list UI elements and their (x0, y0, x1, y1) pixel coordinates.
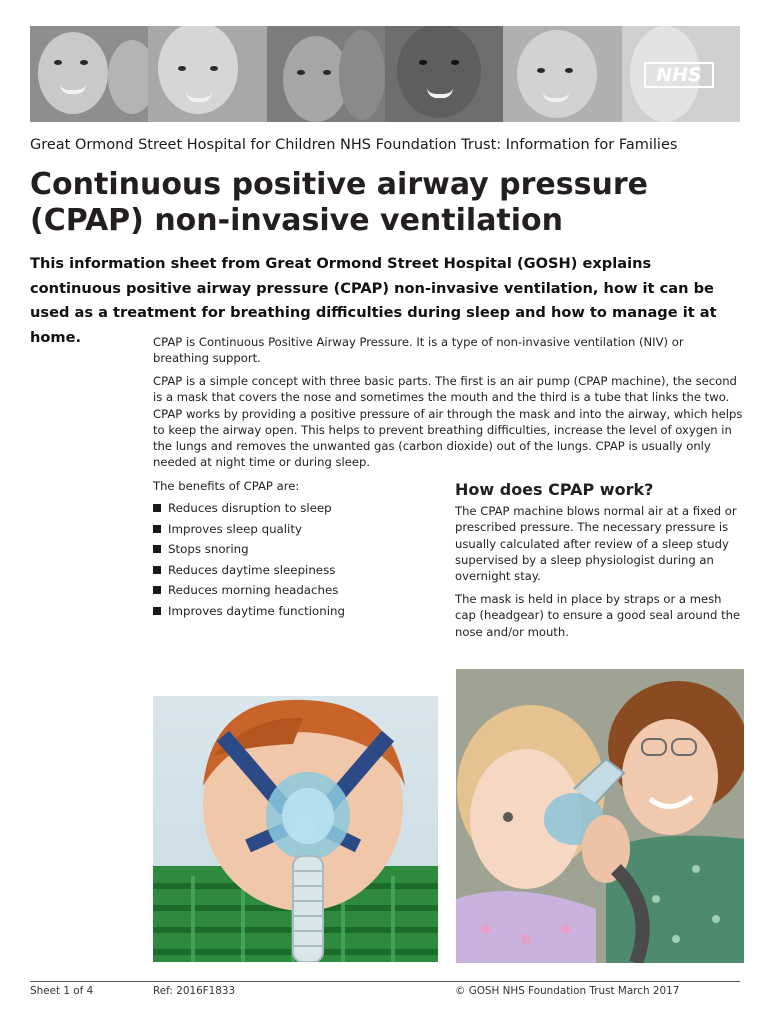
banner-photo-5 (503, 26, 621, 122)
header-banner (30, 26, 740, 122)
photo-toddler-cpap-mask (153, 696, 438, 962)
list-item: Reduces daytime sleepiness (153, 560, 443, 581)
trust-line: Great Ormond Street Hospital for Children NHS Foundation Trust: Information for Families (30, 137, 678, 153)
banner-photo-4 (385, 26, 503, 122)
girl-mother-illustration (456, 669, 744, 963)
benefits-list (153, 498, 443, 622)
footer-sheet-number: Sheet 1 of 4 (30, 985, 94, 997)
paragraph-machine-pressure: The CPAP machine blows normal air at a fixed or prescribed pressure. The necessary pressure is usually calculated after review of a sleep study supervised by a sleep physiologist during an overnight stay. (455, 504, 737, 584)
bullet-square-icon (153, 504, 161, 512)
bullet-square-icon (153, 545, 161, 553)
paragraph-cpap-definition: CPAP is Continuous Positive Airway Pressure. It is a type of non-invasive ventilation (NIV) or breathing support. (153, 335, 684, 366)
bullet-square-icon (153, 525, 161, 533)
page-title: Continuous positive airway pressure (CPAP) non-invasive ventilation (30, 167, 648, 238)
paragraph-mask-headgear: The mask is held in place by straps or a mesh cap (headgear) to ensure a good seal around the nose and/or mouth. (455, 592, 741, 639)
list-item: Reduces morning headaches (153, 580, 443, 601)
footer-reference: Ref: 2016F1833 (153, 985, 236, 997)
list-item: Improves daytime functioning (153, 601, 443, 622)
footer-divider (30, 981, 740, 982)
banner-photo-2 (148, 26, 266, 122)
list-item: Stops snoring (153, 539, 443, 560)
bullet-square-icon (153, 586, 161, 594)
bullet-square-icon (153, 566, 161, 574)
intro-paragraph: This information sheet from Great Ormond Street Hospital (GOSH) explains continuous positive airway pressure (CPAP) non-invasive ventilation, how it can be used as a treatment for breathing difficulties during sleep and how to manage it at home. (30, 255, 717, 346)
list-item: Reduces disruption to sleep (153, 498, 443, 519)
benefits-label: The benefits of CPAP are: (153, 479, 300, 493)
section-heading-how-cpap-works: How does CPAP work? (455, 480, 654, 499)
photo-girl-and-mother-cpap (456, 669, 744, 963)
list-item: Improves sleep quality (153, 519, 443, 540)
banner-photo-1 (30, 26, 148, 122)
nhs-logo: NHS (644, 62, 714, 88)
bullet-square-icon (153, 607, 161, 615)
paragraph-cpap-concept: CPAP is a simple concept with three basic parts. The first is an air pump (CPAP machine), the second is a mask that covers the nose and sometimes the mouth and the third is a tube that links the two. CPAP works by providing a positive pressure of air through the mask and into the airway, which helps to keep the airway open. This helps to prevent breathing difficulties, increase the level of oxygen in the lungs and removes the unwanted gas (carbon dioxide) out of the lungs. CPAP is usually only needed at night time or during sleep. (153, 374, 743, 470)
toddler-illustration (153, 696, 438, 962)
banner-photo-3 (267, 26, 385, 122)
footer-copyright: © GOSH NHS Foundation Trust March 2017 (455, 985, 680, 997)
